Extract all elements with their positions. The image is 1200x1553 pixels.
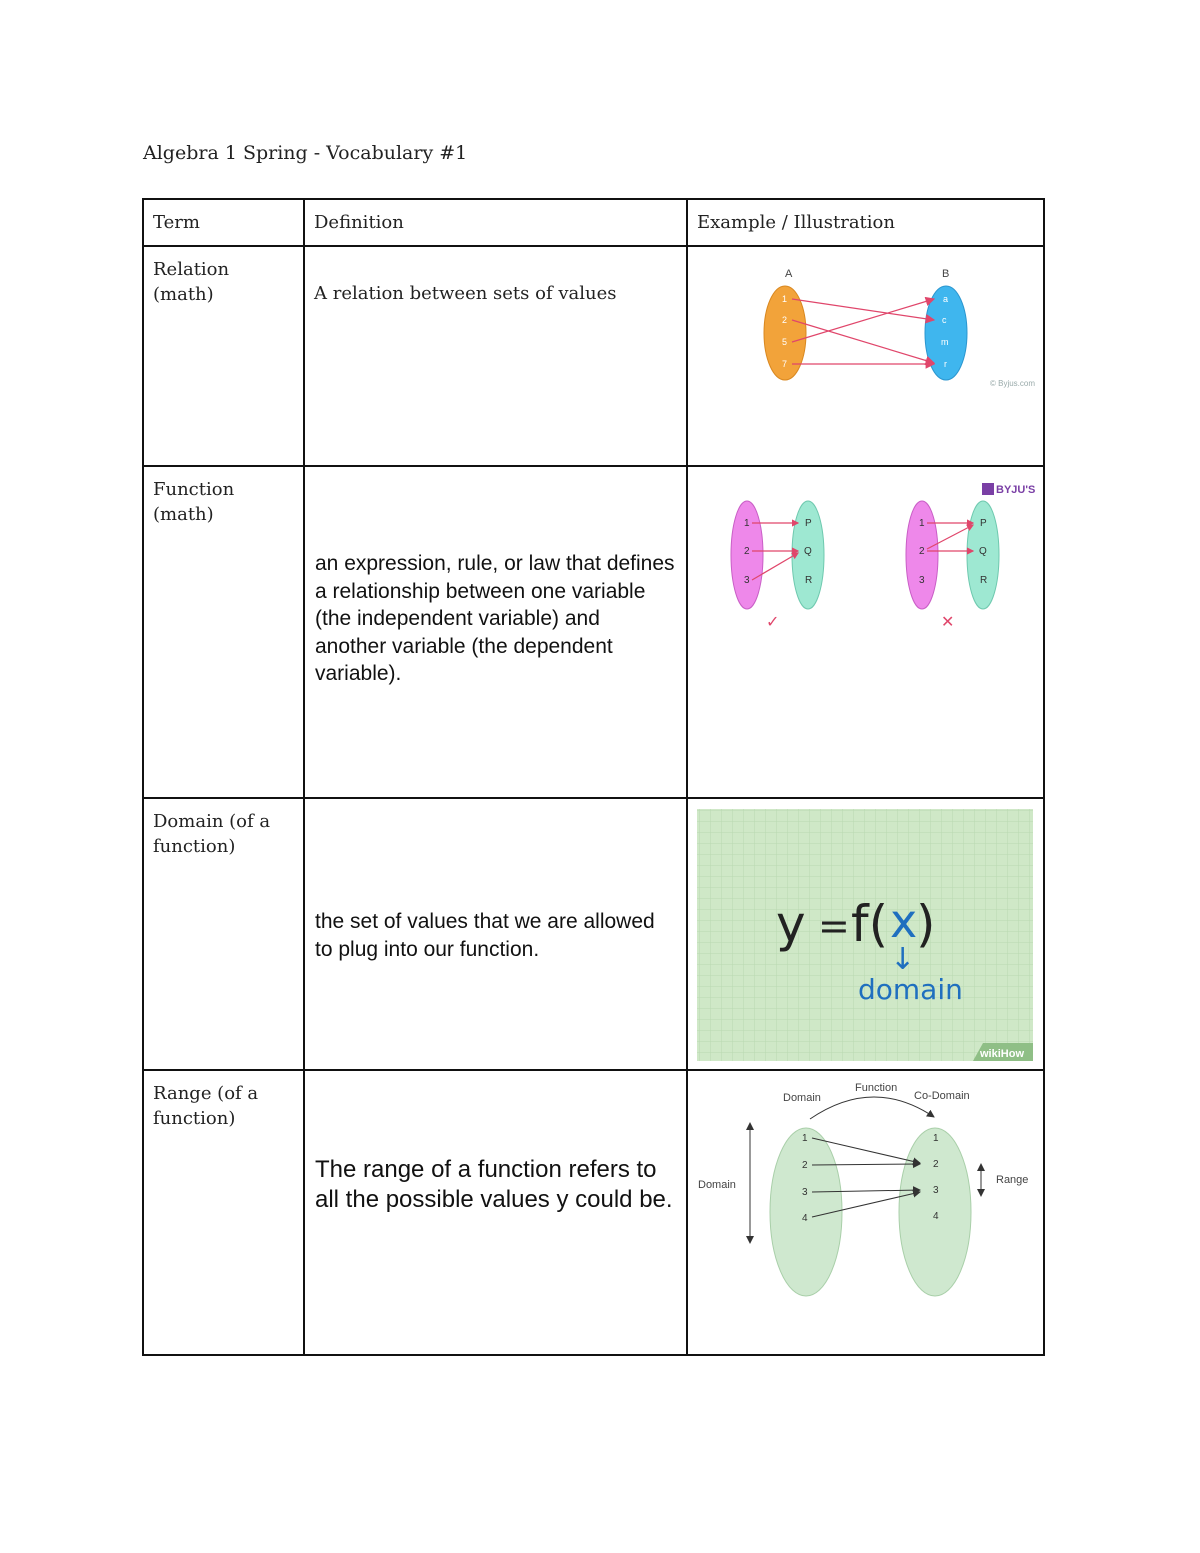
codomain-item: P [980, 518, 987, 529]
set-b-label: B [942, 268, 950, 280]
equation-close: ) [916, 895, 936, 953]
equation-y: y [776, 895, 806, 953]
definition-relation: A relation between sets of values [314, 283, 617, 304]
valid-check-icon: ✓ [766, 612, 780, 631]
codomain-item: Q [979, 546, 987, 557]
definition-range: The range of a function refers to all the possible values y could be. [315, 1156, 673, 1213]
example-cell [687, 466, 1044, 798]
document-title: Algebra 1 Spring - Vocabulary #1 [143, 142, 468, 164]
header-example-label: Example / Illustration [697, 212, 895, 233]
table-row [143, 1070, 1044, 1355]
domain-header-label: Domain [783, 1092, 821, 1104]
domain-item: 3 [919, 575, 925, 586]
term-function: Function (math) [153, 479, 235, 525]
domain-item: 2 [919, 546, 925, 557]
definition-cell [304, 466, 687, 798]
set-a-label: A [785, 268, 793, 280]
domain-value: 1 [802, 1133, 808, 1144]
domain-value: 2 [802, 1160, 808, 1171]
function-label: Function [855, 1082, 898, 1094]
header-definition [304, 199, 687, 246]
side-domain-label: Domain [698, 1179, 736, 1191]
example-cell [687, 1070, 1044, 1355]
codomain-value: 4 [933, 1211, 939, 1222]
codomain-item: R [980, 575, 988, 586]
term-range: Range (of a function) [153, 1083, 259, 1129]
set-b-item: c [942, 315, 947, 325]
header-definition-label: Definition [314, 212, 404, 233]
equation-f: f( [851, 895, 889, 953]
definition-cell [304, 246, 687, 466]
domain-item: 1 [919, 518, 925, 529]
example-cell [687, 246, 1044, 466]
vocabulary-table [142, 198, 1045, 1356]
domain-ellipse [770, 1128, 842, 1296]
term-cell [143, 1070, 304, 1355]
header-term-label: Term [153, 212, 200, 233]
range-mapping-diagram [688, 1071, 1045, 1356]
domain-item: 3 [744, 575, 750, 586]
equation-equals: = [818, 904, 850, 948]
domain-label: domain [858, 973, 963, 1006]
image-credit: © Byjus.com [990, 379, 1036, 388]
set-a-item: 2 [782, 315, 788, 325]
relation-mapping-diagram [688, 247, 1045, 467]
codomain-value: 1 [933, 1133, 939, 1144]
codomain-value: 3 [933, 1185, 939, 1196]
set-b-item: r [944, 359, 947, 369]
byjus-logo: BYJU'S [996, 484, 1036, 496]
side-range-label: Range [996, 1174, 1029, 1186]
relation-arrow [792, 320, 934, 363]
function-mapping-diagram [688, 467, 1045, 799]
header-term [143, 199, 304, 246]
definition-function: an expression, rule, or law that defines a relationship between one variable (the independent variable) and another variable (the dependent variable). [315, 552, 675, 685]
relation-arrow [792, 299, 934, 342]
domain-value: 3 [802, 1187, 808, 1198]
header-example [687, 199, 1044, 246]
table-row [143, 798, 1044, 1070]
down-arrow-icon: ↓ [890, 942, 916, 977]
set-b-item: a [943, 294, 949, 304]
codomain-item: Q [804, 546, 812, 557]
domain-item: 1 [744, 518, 750, 529]
byjus-logo-icon [982, 483, 994, 495]
term-relation: Relation (math) [153, 259, 230, 305]
invalid-cross-icon: ✕ [941, 612, 955, 631]
definition-domain: the set of values that we are allowed to plug into our function. [315, 910, 655, 961]
domain-item: 2 [744, 546, 750, 557]
term-cell [143, 798, 304, 1070]
definition-cell [304, 1070, 687, 1355]
set-a-item: 5 [782, 337, 788, 347]
domain-illustration [688, 799, 1045, 1071]
relation-arrow [792, 299, 934, 320]
set-a-item: 7 [782, 359, 788, 369]
set-b-item: m [941, 337, 949, 347]
term-cell [143, 466, 304, 798]
header-row [143, 199, 1044, 246]
table-row [143, 466, 1044, 798]
table-row [143, 246, 1044, 466]
term-cell [143, 246, 304, 466]
definition-cell [304, 798, 687, 1070]
wikihow-watermark: wikiHow [980, 1048, 1025, 1060]
term-domain: Domain (of a function) [153, 811, 271, 857]
example-cell [687, 798, 1044, 1070]
codomain-item: P [805, 518, 812, 529]
equation-x: x [890, 894, 918, 948]
codomain-value: 2 [933, 1159, 939, 1170]
codomain-item: R [805, 575, 813, 586]
codomain-header-label: Co-Domain [914, 1090, 970, 1102]
domain-value: 4 [802, 1213, 808, 1224]
set-a-item: 1 [782, 294, 788, 304]
